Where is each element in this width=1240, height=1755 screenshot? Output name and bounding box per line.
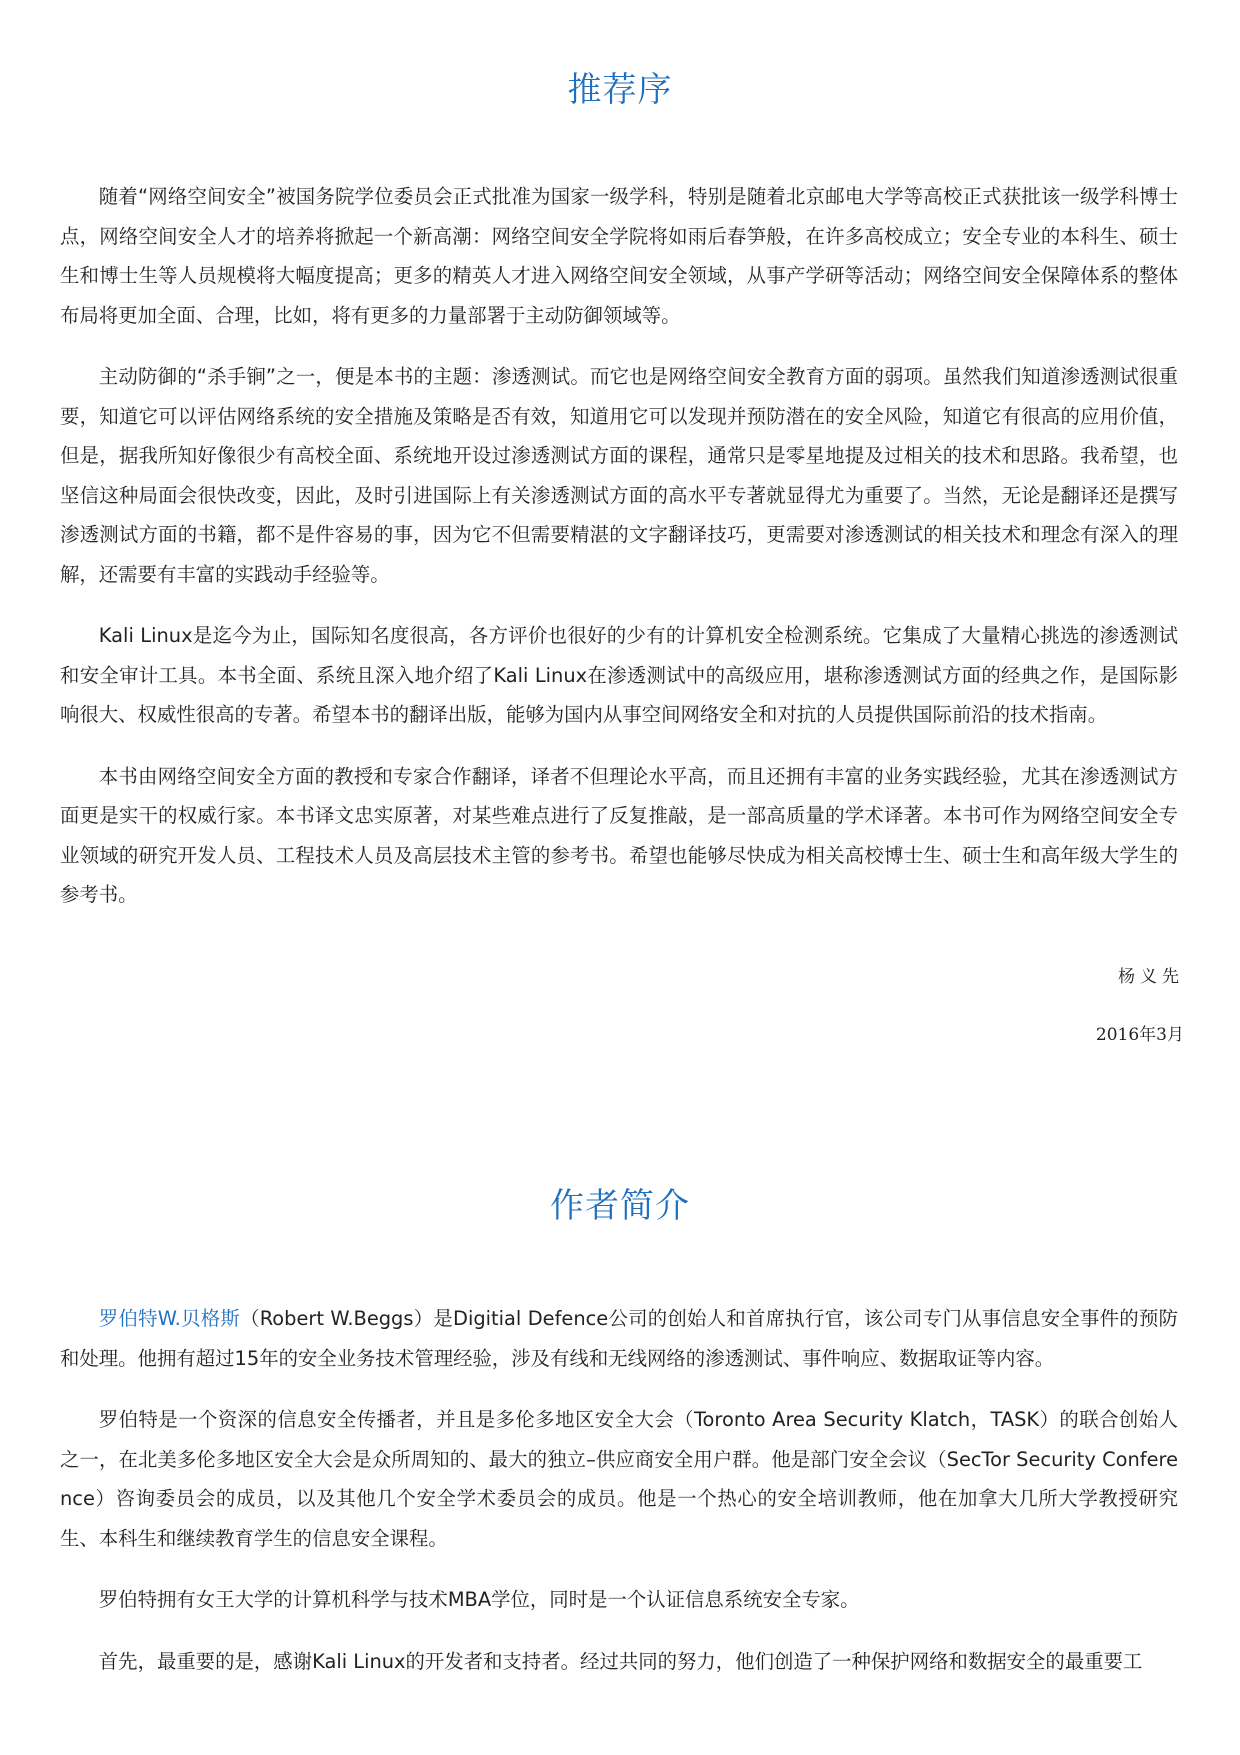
- author-intro-paragraph-1: [60, 1299, 1178, 1378]
- foreword-signature: 杨义先: [1118, 967, 1184, 987]
- author-intro-paragraph-2: 罗伯特是一个资深的信息安全传播者，并且是多伦多地区安全大会（Toronto Area Security Klatch，TASK）的联合创始人之一，在北美多伦多地区安全大会是众所周知的、最大的独立–供应商安全用户群。他是部门安全会议（SecTor Security Conference）咨询委员会的成员，以及其他几个安全学术委员会的成员。他是一个热心的安全培训教师，他在加拿大几所大学教授研究生、本科生和继续教育学生的信息安全课程。: [60, 1408, 1178, 1550]
- foreword-body: [60, 177, 1178, 915]
- author-intro-paragraph-1-text: （Robert W.Beggs）是Digitial Defence公司的创始人和首席执行官，该公司专门从事信息安全事件的预防和处理。他拥有超过15年的安全业务技术管理经验，涉及有线和无线网络的渗透测试、事件响应、数据取证等内容。: [60, 1307, 1178, 1370]
- foreword-title: 推荐序: [567, 70, 673, 110]
- foreword-date: 2016年3月: [1095, 1025, 1184, 1045]
- foreword-paragraph-4: 本书由网络空间安全方面的教授和专家合作翻译，译者不但理论水平高，而且还拥有丰富的业务实践经验，尤其在渗透测试方面更是实干的权威行家。本书译文忠实原著，对某些难点进行了反复推敲，是一部高质量的学术译著。本书可作为网络空间安全专业领域的研究开发人员、工程技术人员及高层技术主管的参考书。希望也能够尽快成为相关高校博士生、硕士生和高年级大学生的参考书。: [60, 764, 1178, 906]
- author-intro-title: 作者简介: [550, 1186, 690, 1226]
- foreword-paragraph-2: 主动防御的“杀手锏”之一，便是本书的主题：渗透测试。而它也是网络空间安全教育方面的弱项。虽然我们知道渗透测试很重要，知道它可以评估网络系统的安全措施及策略是否有效，知道用它可以发现并预防潜在的安全风险，知道它有很高的应用价值，但是，据我所知好像很少有高校全面、系统地开设过渗透测试方面的课程，通常只是零星地提及过相关的技术和思路。我希望，也坚信这种局面会很快改变，因此，及时引进国际上有关渗透测试方面的高水平专著就显得尤为重要了。当然，无论是翻译还是撰写渗透测试方面的书籍，都不是件容易的事，因为它不但需要精湛的文字翻译技巧，更需要对渗透测试的相关技术和理念有深入的理解，还需要有丰富的实践动手经验等。: [60, 365, 1178, 586]
- author-name-highlight: 罗伯特W.贝格斯: [98, 1307, 241, 1330]
- foreword-paragraph-3: Kali Linux是迄今为止，国际知名度很高，各方评价也很好的少有的计算机安全检测系统。它集成了大量精心挑选的渗透测试和安全审计工具。本书全面、系统且深入地介绍了Kali Linux在渗透测试中的高级应用，堪称渗透测试方面的经典之作，是国际影响很大、权威性很高的专著。希望本书的翻译出版，能够为国内从事空间网络安全和对抗的人员提供国际前沿的技术指南。: [60, 624, 1178, 726]
- author-intro-paragraph-4: 首先，最重要的是，感谢Kali Linux的开发者和支持者。经过共同的努力，他们创造了一种保护网络和数据安全的最重要工: [98, 1649, 1143, 1673]
- author-intro-body: [60, 1299, 1178, 1681]
- foreword-paragraph-1: 随着“网络空间安全”被国务院学位委员会正式批准为国家一级学科，特别是随着北京邮电大学等高校正式获批该一级学科博士点，网络空间安全人才的培养将掀起一个新高潮：网络空间安全学院将如雨后春笋般，在许多高校成立；安全专业的本科生、硕士生和博士生等人员规模将大幅度提高；更多的精英人才进入网络空间安全领域，从事产学研等活动；网络空间安全保障体系的整体布局将更加全面、合理，比如，将有更多的力量部署于主动防御领域等。: [60, 185, 1178, 327]
- author-intro-paragraph-3: 罗伯特拥有女王大学的计算机科学与技术MBA学位，同时是一个认证信息系统安全专家。: [98, 1588, 860, 1611]
